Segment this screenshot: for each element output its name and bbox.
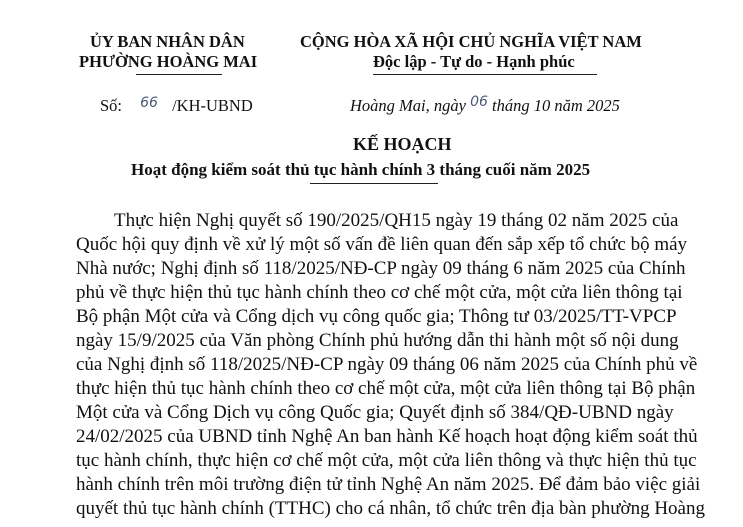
place-date (350, 96, 620, 116)
document-title: KẾ HOẠCH (353, 134, 452, 154)
body-line: Bộ phận Một cửa và Cổng dịch vụ công quốc gia; Thông tư 03/2025/TT-VPCP (76, 306, 677, 327)
body-line: Quốc hội quy định về xử lý một số vấn đề liên quan đến sắp xếp tổ chức bộ máy (76, 234, 688, 255)
body-line: Thực hiện Nghị quyết số 190/2025/QH15 ngày 19 tháng 02 năm 2025 của (114, 210, 679, 231)
doc-no-label: Số: (100, 96, 123, 115)
body-line: tục hành chính, thực hiện cơ chế một cửa, một cửa liên thông và thực hiện thủ tục (76, 450, 697, 471)
country-name: CỘNG HÒA XÃ HỘI CHỦ NGHĨA VIỆT NAM (300, 32, 642, 51)
date-day-handwritten: 06 (470, 94, 488, 110)
body-line: 24/02/2025 của UBND tỉnh Nghệ An ban hành Kế hoạch hoạt động kiểm soát thủ (76, 426, 698, 447)
org-name-line2: PHƯỜNG HOÀNG MAI (79, 52, 258, 71)
body-line: Một cửa và Cổng Dịch vụ công Quốc gia; Quyết định số 384/QĐ-UBND ngày (76, 402, 674, 423)
subtitle-underline (310, 183, 438, 184)
org-underline (136, 74, 222, 75)
document-subtitle: Hoạt động kiểm soát thủ tục hành chính 3 tháng cuối năm 2025 (131, 160, 591, 179)
body-line: quyết thủ tục hành chính (TTHC) cho cá nhân, tổ chức trên địa bàn phường Hoàng (76, 498, 705, 519)
place-date-prefix: Hoàng Mai, ngày (350, 96, 466, 115)
body-text (76, 210, 743, 527)
body-line: ngày 15/9/2025 của Văn phòng Chính phủ hướng dẫn thi hành một số nội dung (76, 330, 679, 351)
national-motto: Độc lập - Tự do - Hạnh phúc (373, 52, 575, 71)
body-line: thực hiện thủ tục hành chính theo cơ chế một cửa, một cửa liên thông tại Bộ phận (76, 378, 696, 399)
place-date-suffix: tháng 10 năm 2025 (492, 96, 620, 115)
body-line: của Nghị định số 118/2025/NĐ-CP ngày 09 tháng 06 năm 2025 của Chính phủ về (76, 354, 698, 375)
motto-underline (373, 74, 597, 75)
body-line: hành chính trên môi trường điện tử tỉnh Nghệ An năm 2025. Để đảm bảo việc giải (76, 474, 701, 495)
org-name-line1: ỦY BAN NHÂN DÂN (90, 32, 245, 51)
doc-no-suffix: /KH-UBND (172, 96, 253, 115)
doc-no-handwritten: 66 (140, 95, 158, 111)
document-number (100, 96, 253, 116)
body-line: Nhà nước; Nghị định số 118/2025/NĐ-CP ngày 09 tháng 6 năm 2025 của Chính (76, 258, 686, 279)
body-line: phủ về thực hiện thủ tục hành chính theo cơ chế một cửa, một cửa liên thông tại (76, 282, 683, 303)
